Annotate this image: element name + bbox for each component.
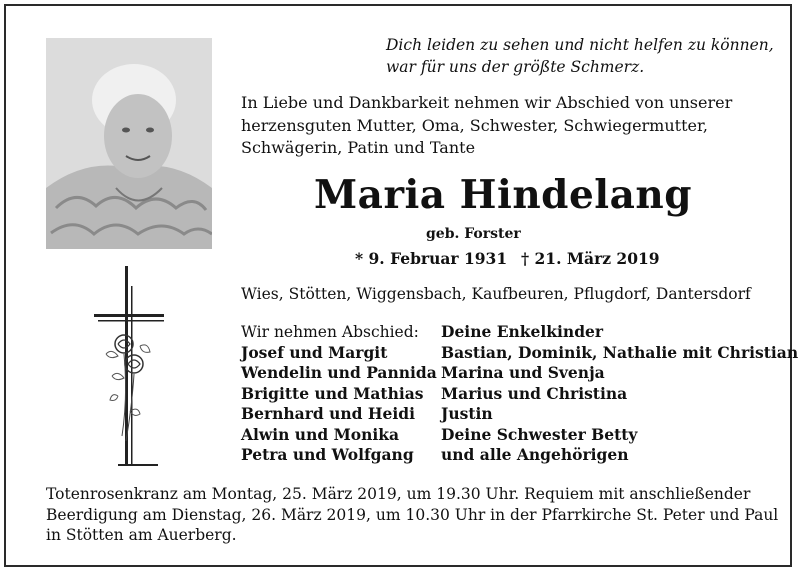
places: Wies, Stötten, Wiggensbach, Kaufbeuren, Pflugdorf, Dantersdorf (241, 285, 751, 303)
mourner-name: Bastian, Dominik, Nathalie mit Christian (441, 342, 799, 362)
funeral-line: Beerdigung am Dienstag, 26. März 2019, um 10.30 Uhr in der Pfarrkirche St. Peter und Paul (46, 505, 779, 524)
death-date: † 21. März 2019 (521, 249, 660, 268)
funeral-line: Totenrosenkranz am Montag, 25. März 2019, um 19.30 Uhr. Requiem mit anschließender (46, 485, 751, 503)
mourners-left (241, 322, 437, 466)
mourner-name: Deine Enkelkinder (441, 322, 604, 341)
quote (386, 34, 774, 78)
mourner-name: Wendelin und Pannida (241, 363, 437, 382)
mourner-name: und alle Angehörigen (441, 445, 629, 464)
intro-text (241, 92, 732, 160)
mourner-name: Bernhard und Heidi (241, 404, 416, 423)
maiden-name: geb. Forster (426, 226, 521, 242)
mourner-name: Justin (441, 404, 493, 423)
deceased-name: Maria Hindelang (314, 172, 692, 218)
quote-line: war für uns der größte Schmerz. (386, 58, 645, 76)
funeral-info (46, 484, 778, 546)
mourner-name: Petra und Wolfgang (241, 445, 414, 464)
mourner-name: Marius und Christina (441, 383, 628, 403)
mourner-heading: Wir nehmen Abschied: (241, 323, 419, 341)
birth-date: * 9. Februar 1931 (355, 249, 508, 268)
mourner-name: Josef und Margit (241, 342, 388, 362)
funeral-line: in Stötten am Auerberg. (46, 526, 237, 544)
mourner-name: Marina und Svenja (441, 363, 605, 382)
mourner-name: Brigitte und Mathias (241, 383, 424, 403)
mourner-name: Alwin und Monika (241, 424, 400, 444)
quote-line: Dich leiden zu sehen und nicht helfen zu können, (386, 36, 774, 54)
mourners-right (441, 322, 798, 466)
mourner-name: Deine Schwester Betty (441, 424, 638, 444)
intro-line: Schwägerin, Patin und Tante (241, 138, 476, 157)
intro-line: In Liebe und Dankbarkeit nehmen wir Abschied von unserer (241, 93, 733, 112)
intro-line: herzensguten Mutter, Oma, Schwester, Schwiegermutter, (241, 115, 708, 135)
cross-with-roses-icon (88, 266, 168, 476)
portrait-photo (46, 38, 212, 249)
